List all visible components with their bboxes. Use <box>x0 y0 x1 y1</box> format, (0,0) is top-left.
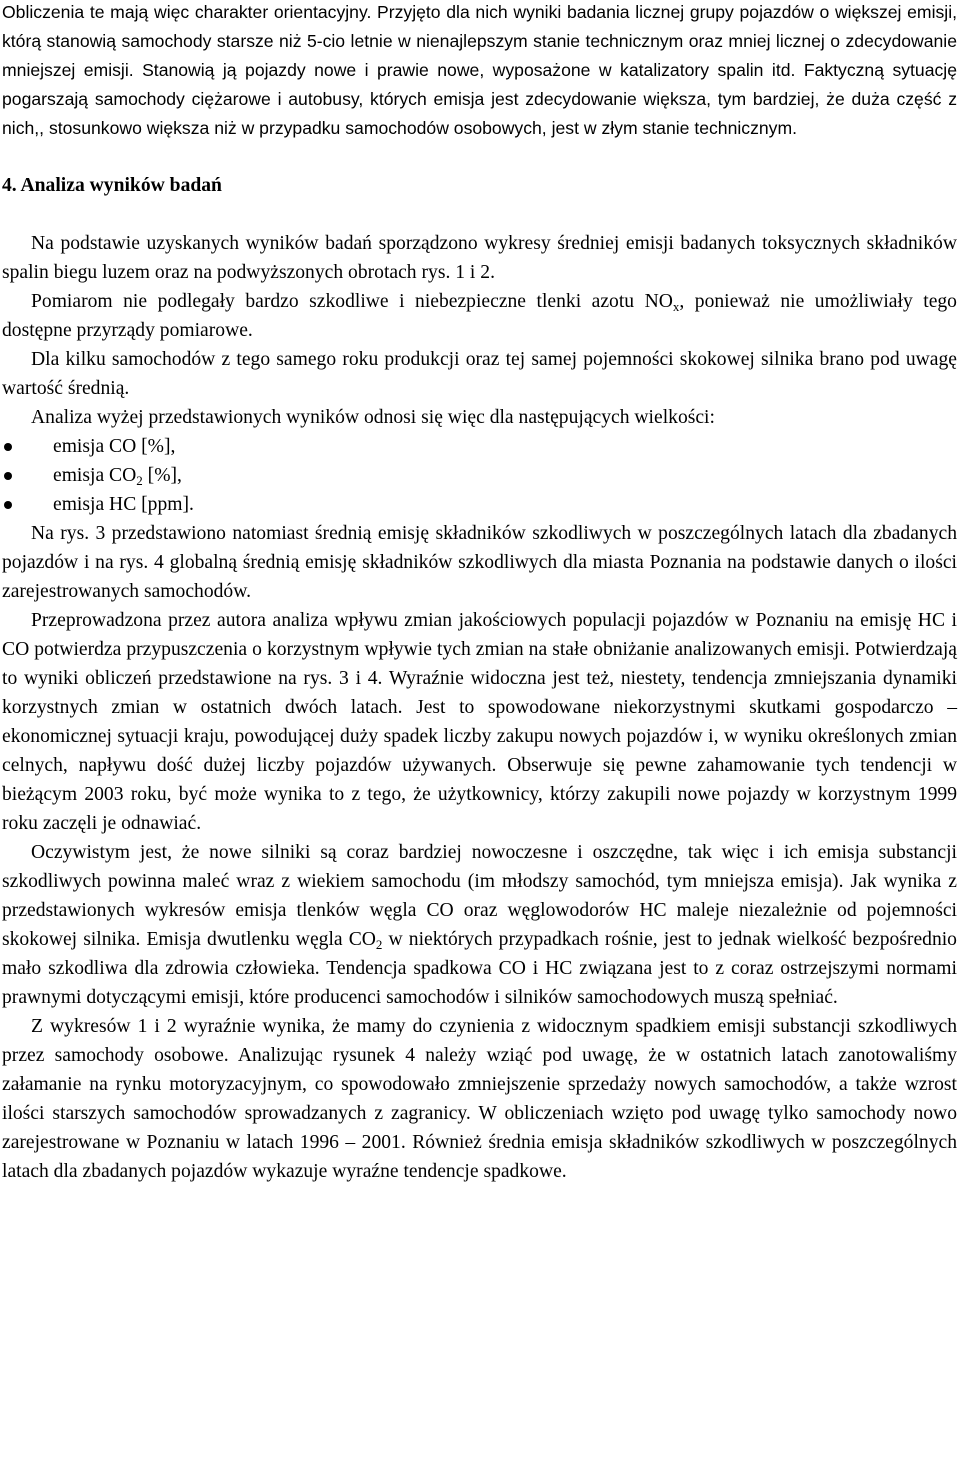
subscript-x: x <box>672 299 680 314</box>
paragraph-nox-text-a: Pomiarom nie podlegały bardzo szkodliwe i niebezpieczne tlenki azotu NO <box>31 291 673 312</box>
paragraph-charts: Na podstawie uzyskanych wyników badań sporządzono wykresy średniej emisji badanych toksycznych składników spalin biegu luzem oraz na podwyższonych obrotach rys. 1 i 2. <box>2 233 957 283</box>
list-item-text-b: [%], <box>142 465 182 486</box>
list-item-text: emisja HC [ppm]. <box>53 494 194 515</box>
paragraph-engines-text-a: Oczywistym jest, że nowe silniki są coraz bardziej nowoczesne i oszczędne, tak więc i ich emisja substancji szkodliwych powinna maleć wraz z wiekiem samochodu (im młodszy samochód, tym mniejsza emisja). Jak wynika z przedstawionych wykresów emisja tlenków węgla CO oraz węglowodorów HC maleje niezależnie od pojemności skokowej silnika. Emisja dwutlenku węgla CO <box>2 842 957 950</box>
paragraph-analysis: Przeprowadzona przez autora analiza wpływu zmian jakościowych populacji pojazdów w Poznaniu na emisję HC i CO potwierdza przypuszczenia o korzystnym wpływie tych zmian na stałe obniżanie analizowanych emisji. Potwierdzają to wyniki obliczeń przedstawione na rys. 3 i 4. Wyraźnie widoczna jest też, niestety, tendencja zmniejszania dynamiki korzystnych zmian w ostatnich dwóch latach. Jest to spowodowane niekorzystnymi skutkami gospodarczo – ekonomicznej sytuacji kraju, powodującej duży spadek liczby zakupu nowych pojazdów i, w wyniku określonych zmian celnych, napływu dość dużej liczby pojazdów używanych. Obserwuje się pewne zahamowanie tych tendencji w bieżącym 2003 roku, być może wynika to z tego, że użytkownicy, którzy zakupili nowe pojazdy w korzystnym 1999 roku zaczęli je odnawiać. <box>2 610 957 834</box>
paragraph-figures: Na rys. 3 przedstawiono natomiast średnią emisję składników szkodliwych w poszczególnych latach dla zbadanych pojazdów i na rys. 4 globalną średnią emisję składników szkodliwych dla miasta Poznania na podstawie danych o ilości zarejestrowanych samochodów. <box>2 523 957 602</box>
list-item-co <box>2 432 957 461</box>
intro-paragraph: Obliczenia te mają więc charakter orientacyjny. Przyjęto dla nich wyniki badania licznej grupy pojazdów o większej emisji, którą stanowią samochody starsze niż 5-cio letnie w nienajlepszym stanie technicznym oraz mniej licznej o zdecydowanie mniejszej emisji. Stanowią ją pojazdy nowe i prawie nowe, wyposażone w katalizatory spalin itd. Faktyczną sytuację pogarszają samochody ciężarowe i autobusy, których emisja jest zdecydowanie większa, tym bardziej, że duża część z nich,, stosunkowo większa niż w przypadku samochodów osobowych, jest w złym stanie technicznym. <box>2 2 957 138</box>
paragraph-conclusion: Z wykresów 1 i 2 wyraźnie wynika, że mamy do czynienia z widocznym spadkiem emisji substancji szkodliwych przez samochody osobowe. Analizując rysunek 4 należy wziąć pod uwagę, że w ostatnich latach zanotowaliśmy załamanie na rynku motoryzacyjnym, co spowodowało zmniejszenie sprzedaży nowych samochodów, a także wzrost ilości starszych samochodów sprowadzanych z zagranicy. W obliczeniach wzięto pod uwagę tylko samochody nowo zarejestrowane w Poznaniu w latach 1996 – 2001. Również średnia emisja składników szkodliwych w poszczególnych latach dla zbadanych pojazdów wykazuje wyraźne tendencje spadkowe. <box>2 1016 957 1182</box>
paragraph-nox-text-b: , ponieważ nie umożliwiały tego dostępne przyrządy pomiarowe. <box>2 291 957 341</box>
section-heading: 4. Analiza wyników badań <box>2 175 222 196</box>
emission-list <box>2 432 957 519</box>
bullet-icon <box>4 501 12 509</box>
subscript-2: 2 <box>375 937 383 952</box>
bullet-icon <box>4 443 12 451</box>
list-item-text-a: emisja CO <box>53 465 137 486</box>
paragraph-list-intro: Analiza wyżej przedstawionych wyników odnosi się więc dla następujących wielkości: <box>31 407 715 428</box>
list-item-text: emisja CO [%], <box>53 436 176 457</box>
subscript-2: 2 <box>136 473 143 488</box>
spacer <box>2 143 957 171</box>
spacer <box>2 200 957 229</box>
paragraph-engines <box>2 838 957 1012</box>
bullet-icon <box>4 472 12 480</box>
paragraph-engines-text-b: w niektórych przypadkach rośnie, jest to jednak wielkość bezpośrednio mało szkodliwa dla zdrowia człowieka. Tendencja spadkowa CO i HC związana jest to z coraz ostrzejszymi normami prawnymi dotyczącymi emisji, które producenci samochodów i silników samochodowych muszą spełniać. <box>2 929 957 1008</box>
list-item-hc <box>2 490 957 519</box>
list-item-co2 <box>2 461 957 490</box>
paragraph-average: Dla kilku samochodów z tego samego roku produkcji oraz tej samej pojemności skokowej silnika brano pod uwagę wartość średnią. <box>2 349 957 399</box>
paragraph-nox <box>2 287 957 345</box>
